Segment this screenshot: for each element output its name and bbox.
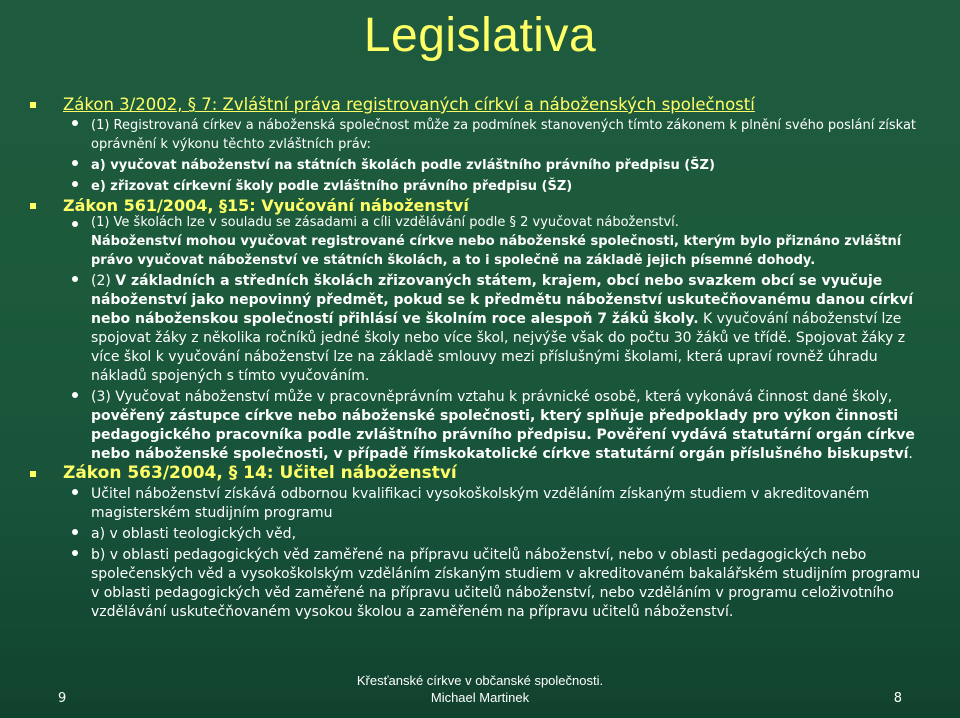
section-heading: Zákon 561/2004, §15: Vyučování náboženství: [63, 196, 469, 215]
list-item: [63, 523, 930, 542]
footer-caption: [0, 672, 960, 706]
list-item-text-bold: Náboženství mohou vyučovat registrované církve nebo náboženské společnosti, kterým bylo přiznáno zvláštní právo vyučovat náboženství ve státních školách, a to i společně na základě jejich písemné dohody.: [91, 234, 902, 268]
list-item: [63, 114, 930, 152]
list-item-text: (2): [91, 273, 116, 289]
list-item: [63, 483, 930, 521]
list-item: [63, 215, 930, 268]
slide-content: [30, 96, 930, 623]
bullet-list: [63, 215, 930, 462]
bullet-list: [63, 483, 930, 620]
list-item-text: (1) Registrovaná církev a náboženská společnost může za podmínek stanovených tímto zákonem k plnění svého poslání získat oprávnění k výkonu těchto zvláštních práv:: [91, 118, 917, 152]
list-item-text-bold: V základních a středních školách zřizovaných státem, krajem, obcí nebo svazkem obcí se vyučuje náboženství jako nepovinný předmět, pokud se k předmětu náboženství uskutečňovanému danou církví nebo náboženskou společností přihlásí ve školním roce alespoň 7 žáků školy.: [91, 273, 914, 327]
list-item: [63, 270, 930, 384]
list-item: [63, 386, 930, 462]
list-item-text: (3) Vyučovat náboženství může v pracovněprávním vztahu k právnické osobě, která vykonává činnost dané školy,: [91, 389, 893, 405]
list-item-text: K vyučování náboženství lze spojovat žáky z několika ročníků jedné školy nebo více škol, nejvýše však do počtu 30 žáků ve třídě. Spojovat žáky z více škol k vyučování náboženství lze na základě smlouvy mezi příslušnými školami, která upraví rovněž úhradu nákladů spojených s tímto vyučováním.: [91, 311, 906, 384]
section-zakon-563-2004: [30, 465, 930, 620]
square-bullet-icon: [30, 203, 36, 209]
square-bullet-icon: [30, 471, 36, 477]
section-zakon-3-2002: [30, 96, 930, 194]
list-item: [63, 544, 930, 620]
bullet-icon: [72, 160, 78, 166]
list-item-text: Učitel náboženství získává odbornou kvalifikaci vysokoškolským vzděláním získaným studiem v akreditovaném magisterském studijním programu: [91, 486, 870, 521]
footer-course-title: Křesťanské církve v občanské společnosti.: [356, 673, 604, 688]
list-item-text: e) zřizovat církevní školy podle zvláštního právního předpisu (ŠZ): [91, 179, 573, 194]
list-item-text: a) v oblasti teologických věd,: [91, 526, 297, 542]
square-bullet-icon: [30, 102, 36, 108]
bullet-icon: [72, 392, 78, 398]
list-item-text: .: [908, 446, 913, 462]
footer-slide-number-left: 9: [58, 691, 67, 706]
list-item-text: b) v oblasti pedagogických věd zaměřené na přípravu učitelů náboženství, nebo v oblasti pedagogických nebo společenských věd a vysokoškolským vzděláním získaným studiem v akreditovaném bakalářském studijním programu v oblasti pedagogických věd zaměřené na přípravu učitelů náboženství, nebo vzděláním v programu celoživotního vzdělávání uskutečňovaném vysokou školou a zaměřeném na přípravu učitelů náboženství.: [91, 547, 921, 620]
list-item-text: (1) Ve školách lze v souladu se zásadami a cíli vzdělávání podle § 2 vyučovat náboženství.: [91, 215, 679, 230]
bullet-list: [63, 114, 930, 194]
bullet-icon: [72, 529, 78, 535]
footer-author: Michael Martinek: [430, 690, 530, 705]
list-item: [63, 154, 930, 173]
section-heading: Zákon 3/2002, § 7: Zvláštní práva registrovaných církví a náboženských společností: [63, 95, 755, 114]
bullet-icon: [72, 120, 78, 126]
section-heading: Zákon 563/2004, § 14: Učitel náboženství: [63, 463, 457, 483]
bullet-icon: [72, 276, 78, 282]
slide-title: Legislativa: [363, 9, 597, 62]
section-zakon-561-2004: [30, 197, 930, 462]
bullet-icon: [72, 221, 78, 227]
bullet-icon: [72, 181, 78, 187]
bullet-icon: [72, 489, 78, 495]
list-item: [63, 175, 930, 194]
list-item-text: a) vyučovat náboženství na státních školách podle zvláštního právního předpisu (ŠZ): [91, 158, 715, 173]
list-item-text-bold: pověřený zástupce církve nebo náboženské společnosti, který splňuje předpoklady pro výkon činnosti pedagogického pracovníka podle zvláštního právního předpisu. Pověření vydává statutární orgán církve nebo náboženské společnosti, v případě římskokatolické církve statutární orgán příslušného biskupství: [91, 408, 915, 462]
footer-slide-number-right: 8: [893, 691, 902, 706]
bullet-icon: [72, 550, 78, 556]
